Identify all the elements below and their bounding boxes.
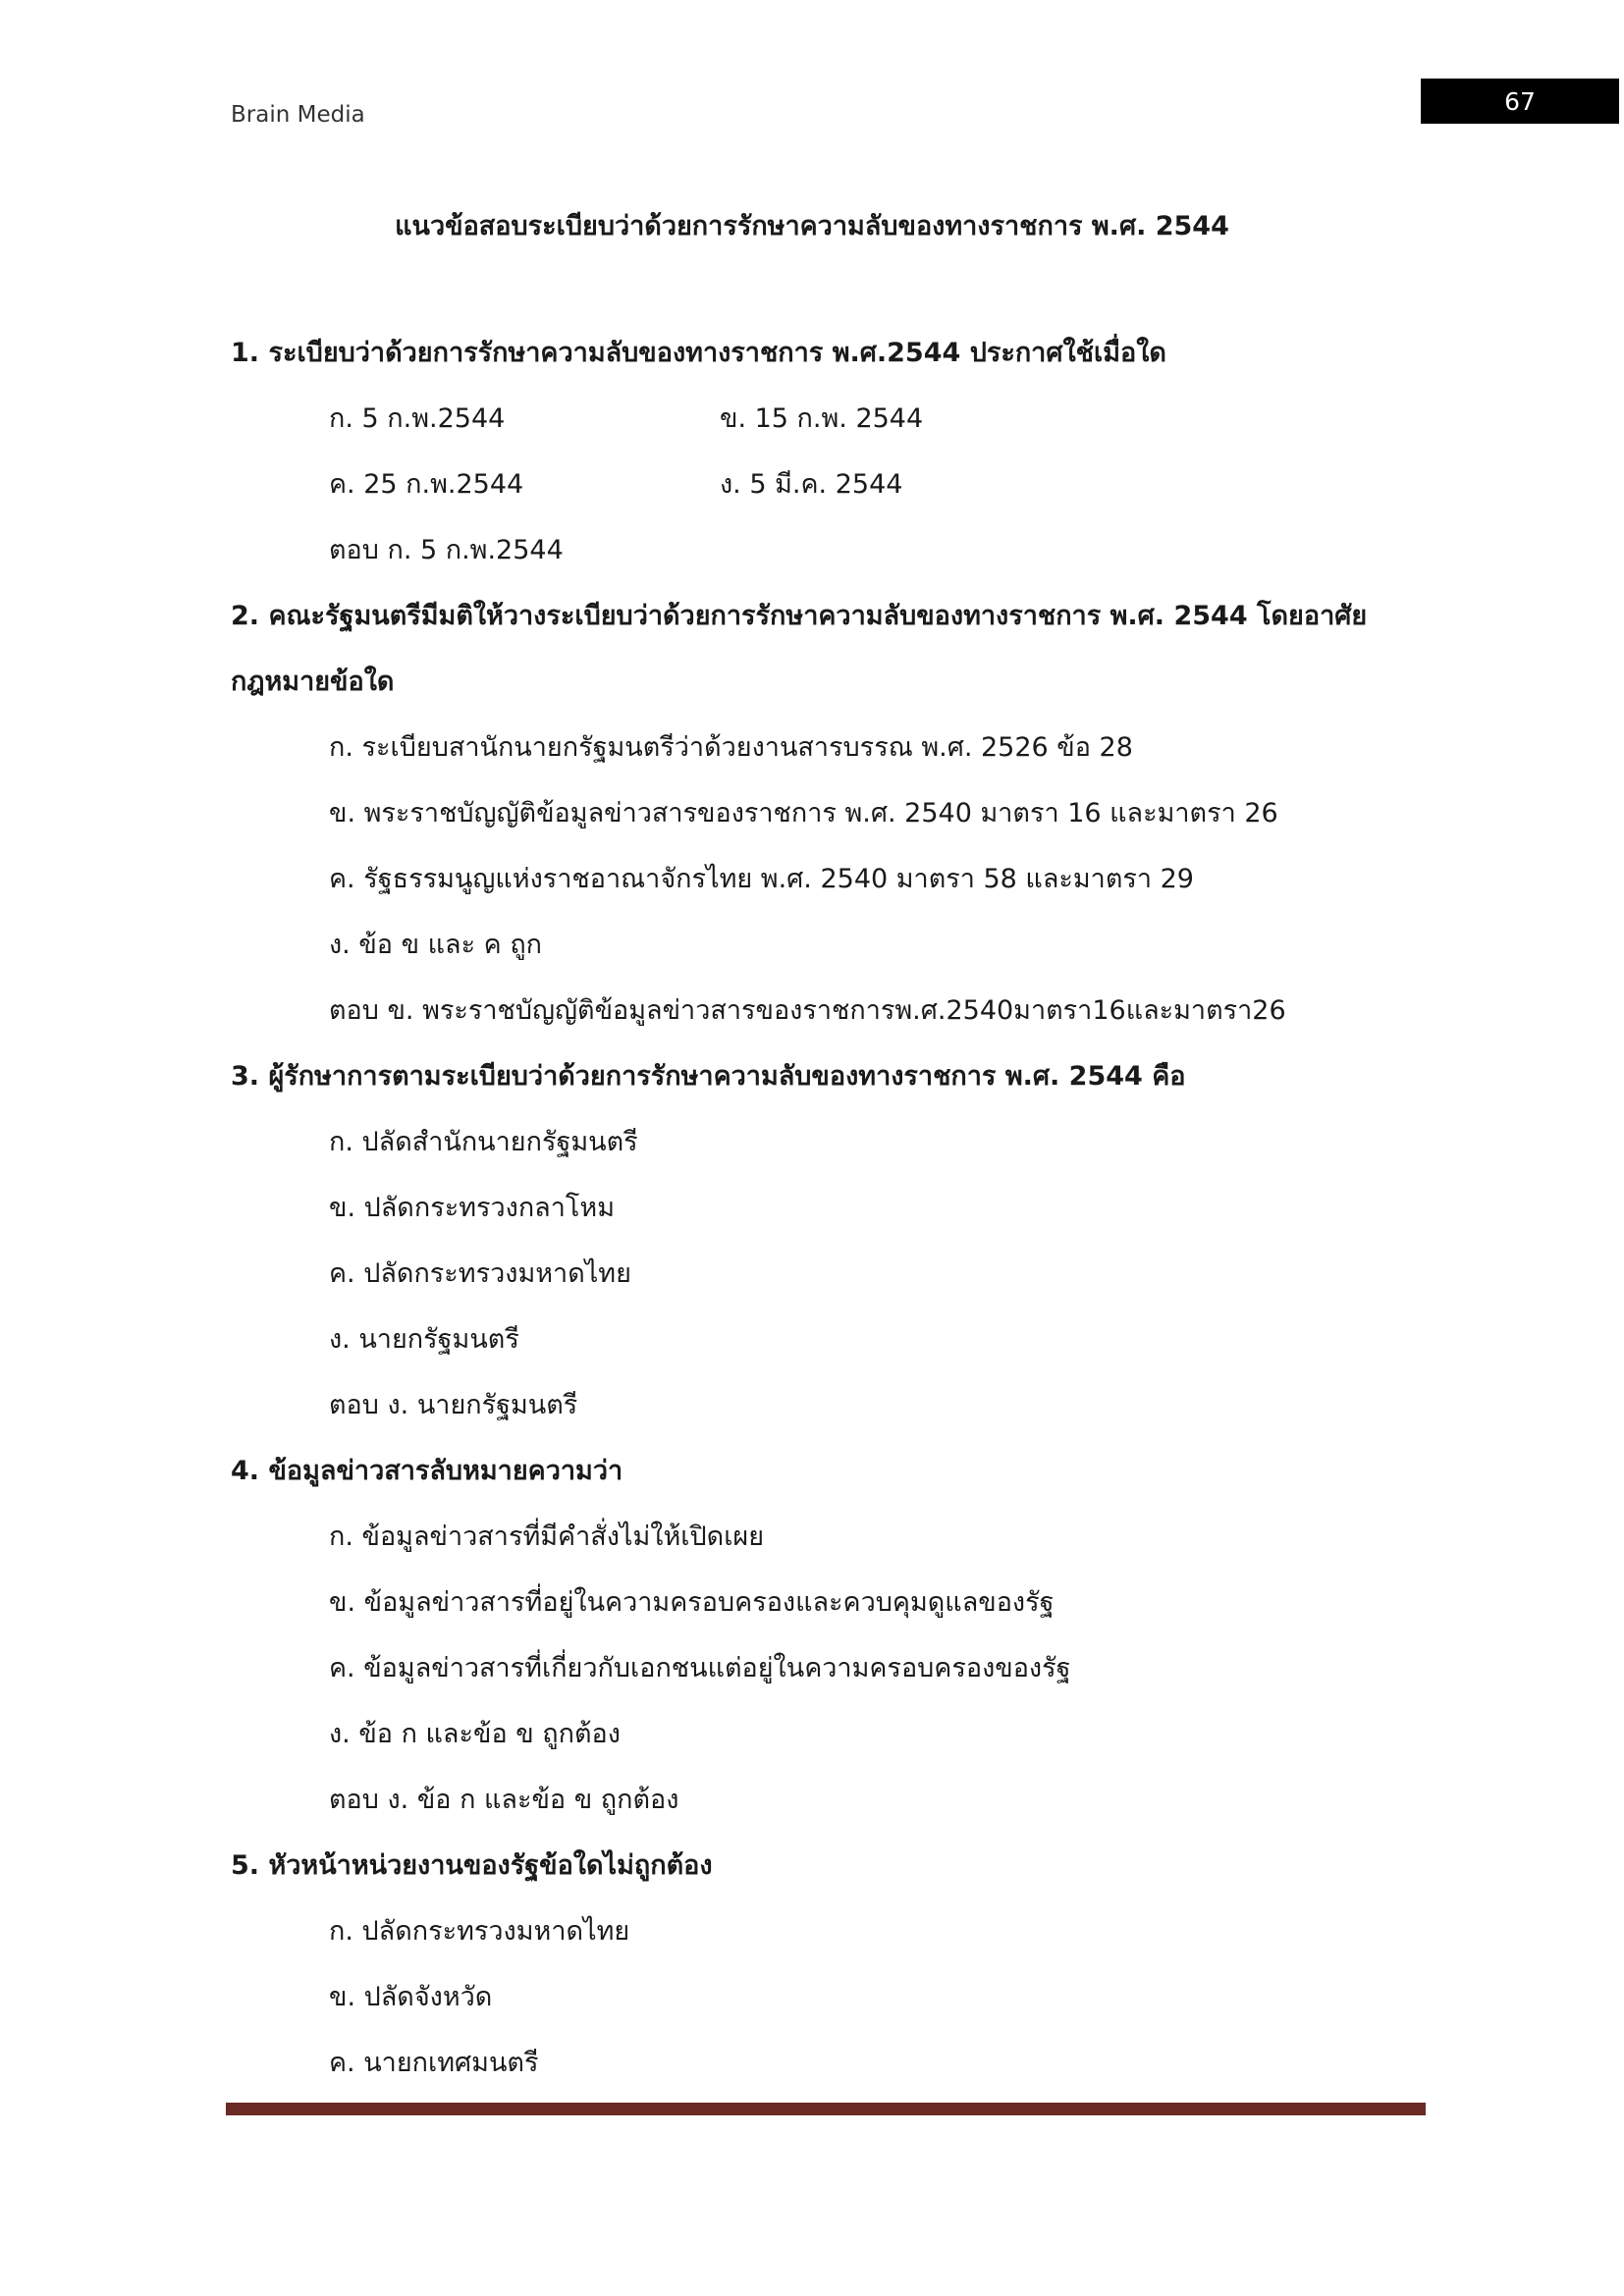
option-d: ง. ข้อ ก และข้อ ข ถูกต้อง xyxy=(329,1719,621,1749)
option-row xyxy=(231,394,1438,459)
option-a: ก. 5 ก.พ.2544 xyxy=(329,403,506,434)
question-2-continued: กฎหมายข้อใด xyxy=(231,667,395,697)
answer-4: ตอบ ง. ข้อ ก และข้อ ข ถูกต้อง xyxy=(329,1785,679,1815)
option-row xyxy=(231,459,1438,525)
question-list xyxy=(231,328,1438,2104)
answer-1: ตอบ ก. 5 ก.พ.2544 xyxy=(329,535,564,565)
header-brand: Brain Media xyxy=(231,102,365,128)
question-4: 4. ข้อมูลข่าวสารลับหมายความว่า xyxy=(231,1456,623,1486)
option-b: ข. ปลัดจังหวัด xyxy=(329,1982,493,2012)
option-b: ข. พระราชบัญญัติข้อมูลข่าวสารของราชการ พ.ศ. 2540 มาตรา 16 และมาตรา 26 xyxy=(329,798,1278,828)
option-a: ก. ระเบียบสานักนายกรัฐมนตรีว่าด้วยงานสารบรรณ พ.ศ. 2526 ข้อ 28 xyxy=(329,732,1133,763)
answer-3: ตอบ ง. นายกรัฐมนตรี xyxy=(329,1390,578,1420)
option-a: ก. ปลัดกระทรวงมหาดไทย xyxy=(329,1916,630,1947)
option-c: ค. นายกเทศมนตรี xyxy=(329,2048,539,2078)
option-d: ง. ข้อ ข และ ค ถูก xyxy=(329,930,543,960)
question-3: 3. ผู้รักษาการตามระเบียบว่าด้วยการรักษาความลับของทางราชการ พ.ศ. 2544 คือ xyxy=(231,1061,1186,1092)
option-c: ค. 25 ก.พ.2544 xyxy=(329,469,524,500)
page-number: 67 xyxy=(1421,79,1619,124)
option-a: ก. ปลัดสำนักนายกรัฐมนตรี xyxy=(329,1127,638,1157)
option-d: ง. นายกรัฐมนตรี xyxy=(329,1324,519,1355)
answer-2: ตอบ ข. พระราชบัญญัติข้อมูลข่าวสารของราชการพ.ศ.2540มาตรา16และมาตรา26 xyxy=(329,995,1286,1026)
option-c: ค. ข้อมูลข่าวสารที่เกี่ยวกับเอกชนแต่อยู่ในความครอบครองของรัฐ xyxy=(329,1653,1071,1683)
option-a: ก. ข้อมูลข่าวสารที่มีคำสั่งไม่ให้เปิดเผย xyxy=(329,1522,765,1552)
option-c: ค. ปลัดกระทรวงมหาดไทย xyxy=(329,1258,631,1289)
option-b: ข. ข้อมูลข่าวสารที่อยู่ในความครอบครองและควบคุมดูแลของรัฐ xyxy=(329,1587,1055,1618)
option-c: ค. รัฐธรรมนูญแห่งราชอาณาจักรไทย พ.ศ. 2540 มาตรา 58 และมาตรา 29 xyxy=(329,864,1194,894)
option-d: ง. 5 มี.ค. 2544 xyxy=(720,469,903,500)
option-b: ข. 15 ก.พ. 2544 xyxy=(720,403,924,434)
footer-divider xyxy=(226,2103,1426,2115)
question-1: 1. ระเบียบว่าด้วยการรักษาความลับของทางราชการ พ.ศ.2544 ประกาศใช้เมื่อใด xyxy=(231,338,1166,368)
document-title: แนวข้อสอบระเบียบว่าด้วยการรักษาความลับของทางราชการ พ.ศ. 2544 xyxy=(395,211,1229,241)
question-5: 5. หัวหน้าหน่วยงานของรัฐข้อใดไม่ถูกต้อง xyxy=(231,1850,713,1881)
option-b: ข. ปลัดกระทรวงกลาโหม xyxy=(329,1193,615,1223)
question-2: 2. คณะรัฐมนตรีมีมติให้วางระเบียบว่าด้วยการรักษาความลับของทางราชการ พ.ศ. 2544 โดยอาศัย xyxy=(231,601,1368,631)
